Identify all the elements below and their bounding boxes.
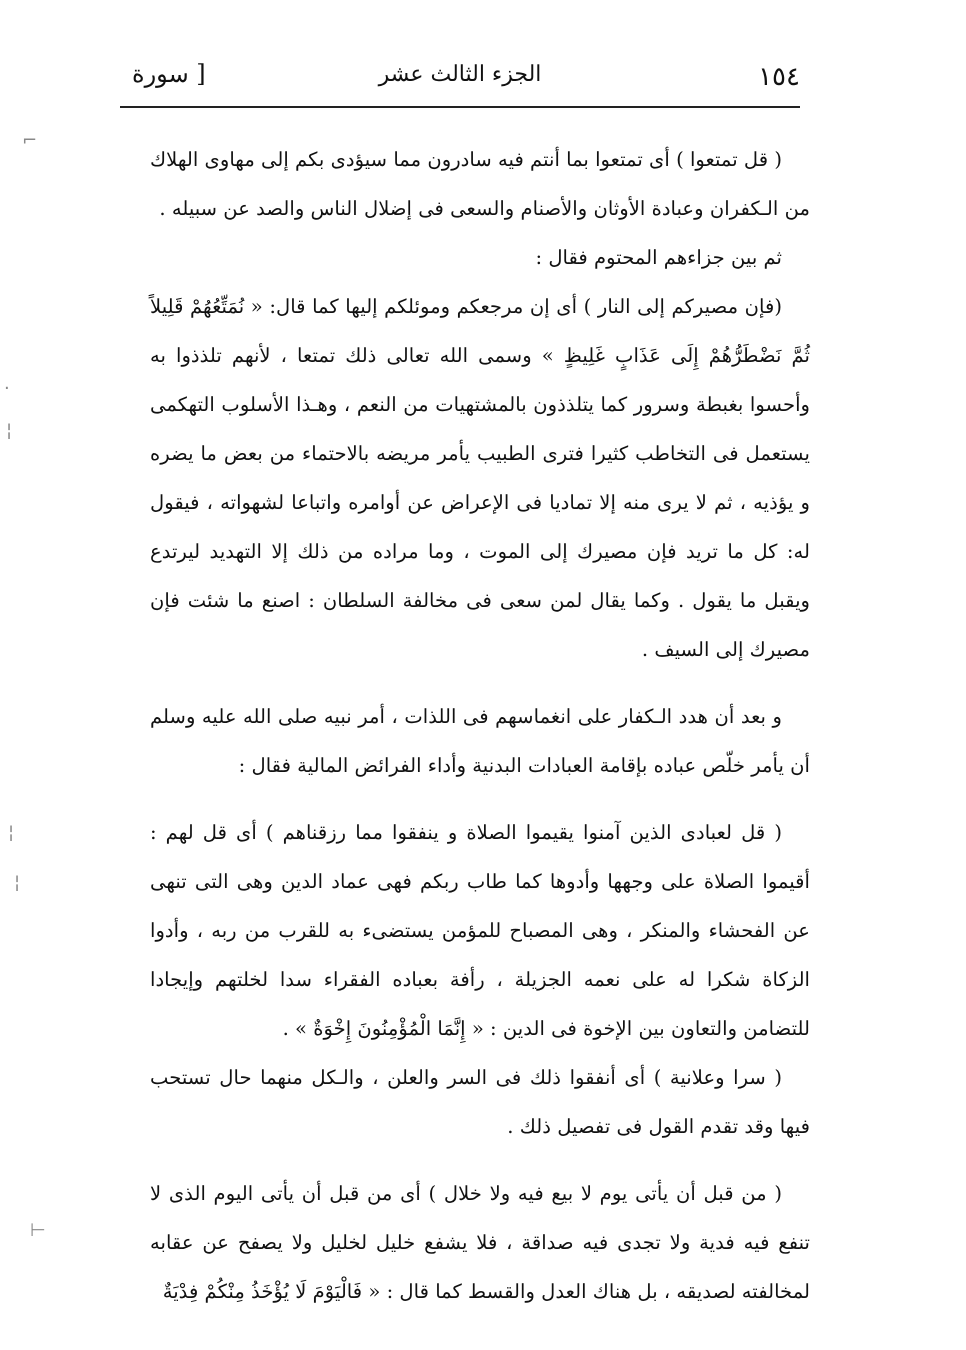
paragraph: و بعد أن هدد الـكفار على انغماسهم فى اللذات ، أمر نبيه صلى الله عليه وسلم أن يأمر خلّص عباده بإقامة العبادات البدنية وأداء الفرائض المالية فقال : [150,705,810,777]
scan-mark: · [4,378,10,399]
page-header [120,52,800,108]
paragraph: ( قل تمتعوا ) أى تمتعوا بما أنتم فيه سادرون مما سيؤدى بكم إلى مهاوى الهلاك من الـكفران وعبادة الأوثان والأصنام والسعى فى إضلال الناس والصد عن سبيله . [150,148,810,220]
paragraph: ( من قبل أن يأتى يوم لا بيع فيه ولا خلال ) أى من قبل أن يأتى اليوم الذى لا تنفع فيه فدية ولا تجدى فيه صداقة ، فلا يشفع خليل لخليل ولا يصفح عن عقابه لمخالفته لصديقه ، بل هناك العدل والقسط كما قال : « فَالْيَوْمَ لَا يُؤْخَذُ مِنْكُمْ فِدْيَةٌ [150,1182,810,1303]
paragraph: ( قل لعبادى الذين آمنوا يقيموا الصلاة و ينفقوا مما رزقناهم ) أى قل لهم : أقيموا الصلاة على وجهها وأدوها كما طاب ربكم فهى عماد الدين وهى التى تنهى عن الفحشاء والمنكر ، وهى المصباح للمؤمن يستضىء به للقرب من ربه ، وأدوا الزكاة شكرا له على نعمه الجزيلة ، رأفة بعباده الفقراء سدا لخلتهم وإيجادا للتضامن والتعاون بين الإخوة فى الدين : « إِنَّمَا الْمُؤْمِنُونَ إِخْوَةٌ » . [150,821,810,1040]
page-body [150,135,810,1316]
scan-mark: ⌐ [22,130,38,151]
scan-mark: ¦ [6,420,13,441]
paragraph: (فإن مصيركم إلى النار ) أى إن مرجعكم وموئلكم إليها كما قال: « نُمَتِّعُهُمْ قَلِيلاً ثُمَّ نَضْطَرُّهُمْ إِلَى عَذَابٍ غَلِيظٍ » وسمى الله تعالى ذلك تمتعا ، لأنهم تلذذوا به وأحسوا بغبطة وسرور كما يتلذذون بالمشتهيات من النعم ، وهـذا الأسلوب التهكمى يستعمل فى التخاطب كثيرا فترى الطبيب يأمر مريضه بالاحتماء من بعض ما يضره و يؤذيه ، ثم لا يرى منه إلا تماديا فى الإعراض عن أوامره واتباعا لشهواته ، فيقول له: كل ما تريد فإن مصيرك إلى الموت ، وما مراده من ذلك إلا التهديد ليرتدع ويقبل ما يقول . وكما يقال لمن سعى فى مخالفة السلطان : اصنع ما شئت فإن مصيرك إلى السيف . [150,295,810,661]
scan-mark: ⊢ [30,1220,46,1241]
paragraph: ( سرا وعلانية ) أى أنفقوا ذلك فى السر والعلن ، والـكل منهما حال تستحب فيها وقد تقدم القول فى تفصيل ذلك . [150,1066,810,1138]
scan-mark: ¦ [14,872,21,893]
header-rule [120,106,800,108]
running-head-part: الجزء الثالث عشر [378,62,542,87]
running-head-surah: [ سورة [132,60,206,88]
scan-mark: ¦ [8,822,15,843]
page-number: ١٥٤ [758,62,800,92]
paragraph: ثم بين جزاءهم المحتوم فقال : [535,246,782,269]
margin-scan-marks [0,0,60,1350]
